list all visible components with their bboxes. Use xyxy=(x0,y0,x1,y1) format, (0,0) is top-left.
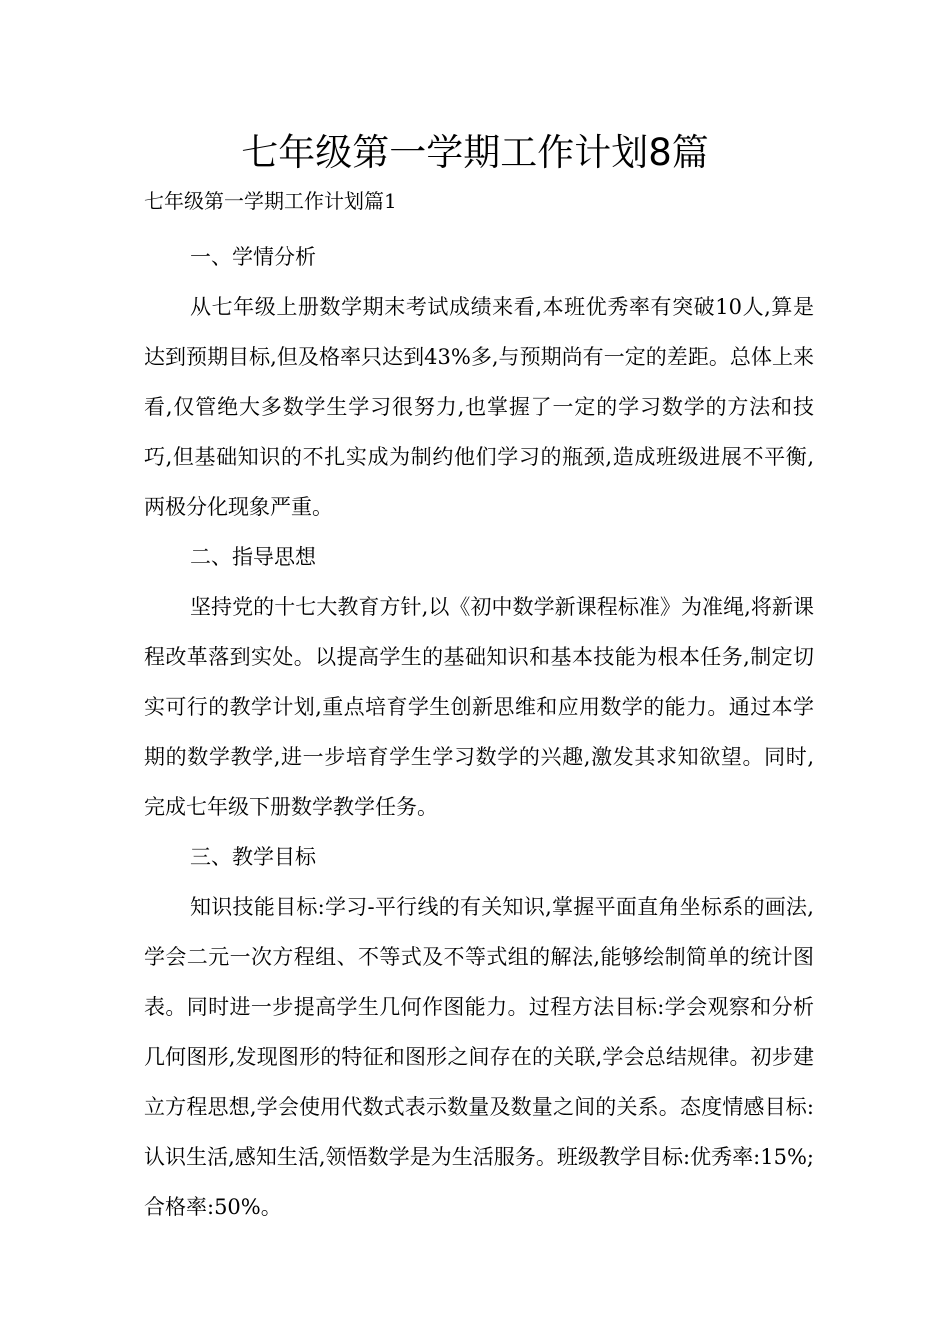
section-guiding-ideology xyxy=(144,532,814,832)
section-paragraph: 从七年级上册数学期末考试成绩来看,本班优秀率有突破10人,算是达到预期目标,但及格率只达到43%多,与预期尚有一定的差距。总体上来看,仅管绝大多数学生学习很努力,也掌握了一定的学习数学的方法和技巧,但基础知识的不扎实成为制约他们学习的瓶颈,造成班级进展不平衡,两极分化现象严重。 xyxy=(144,295,814,519)
section-heading: 二、指导思想 xyxy=(190,545,316,569)
document-subtitle: 七年级第一学期工作计划篇1 xyxy=(144,189,397,213)
section-paragraph: 知识技能目标:学习-平行线的有关知识,掌握平面直角坐标系的画法,学会二元一次方程组、不等式及不等式组的解法,能够绘制简单的统计图表。同时进一步提高学生几何作图能力。过程方法目标:学会观察和分析几何图形,发现图形的特征和图形之间存在的关联,学会总结规律。初步建立方程思想,学会使用代数式表示数量及数量之间的关系。态度情感目标:认识生活,感知生活,领悟数学是为生活服务。班级教学目标:优秀率:15%;合格率:50%。 xyxy=(144,895,814,1219)
section-study-analysis xyxy=(144,232,814,532)
document-title: 七年级第一学期工作计划8篇 xyxy=(241,131,709,174)
section-heading: 一、学情分析 xyxy=(190,245,316,269)
document-body xyxy=(144,232,814,1232)
section-heading: 三、教学目标 xyxy=(190,845,316,869)
section-paragraph: 坚持党的十七大教育方针,以《初中数学新课程标准》为准绳,将新课程改革落到实处。以提高学生的基础知识和基本技能为根本任务,制定切实可行的教学计划,重点培育学生创新思维和应用数学的能力。通过本学期的数学教学,进一步培育学生学习数学的兴趣,激发其求知欲望。同时,完成七年级下册数学教学任务。 xyxy=(144,595,814,819)
section-teaching-goals xyxy=(144,832,814,1232)
